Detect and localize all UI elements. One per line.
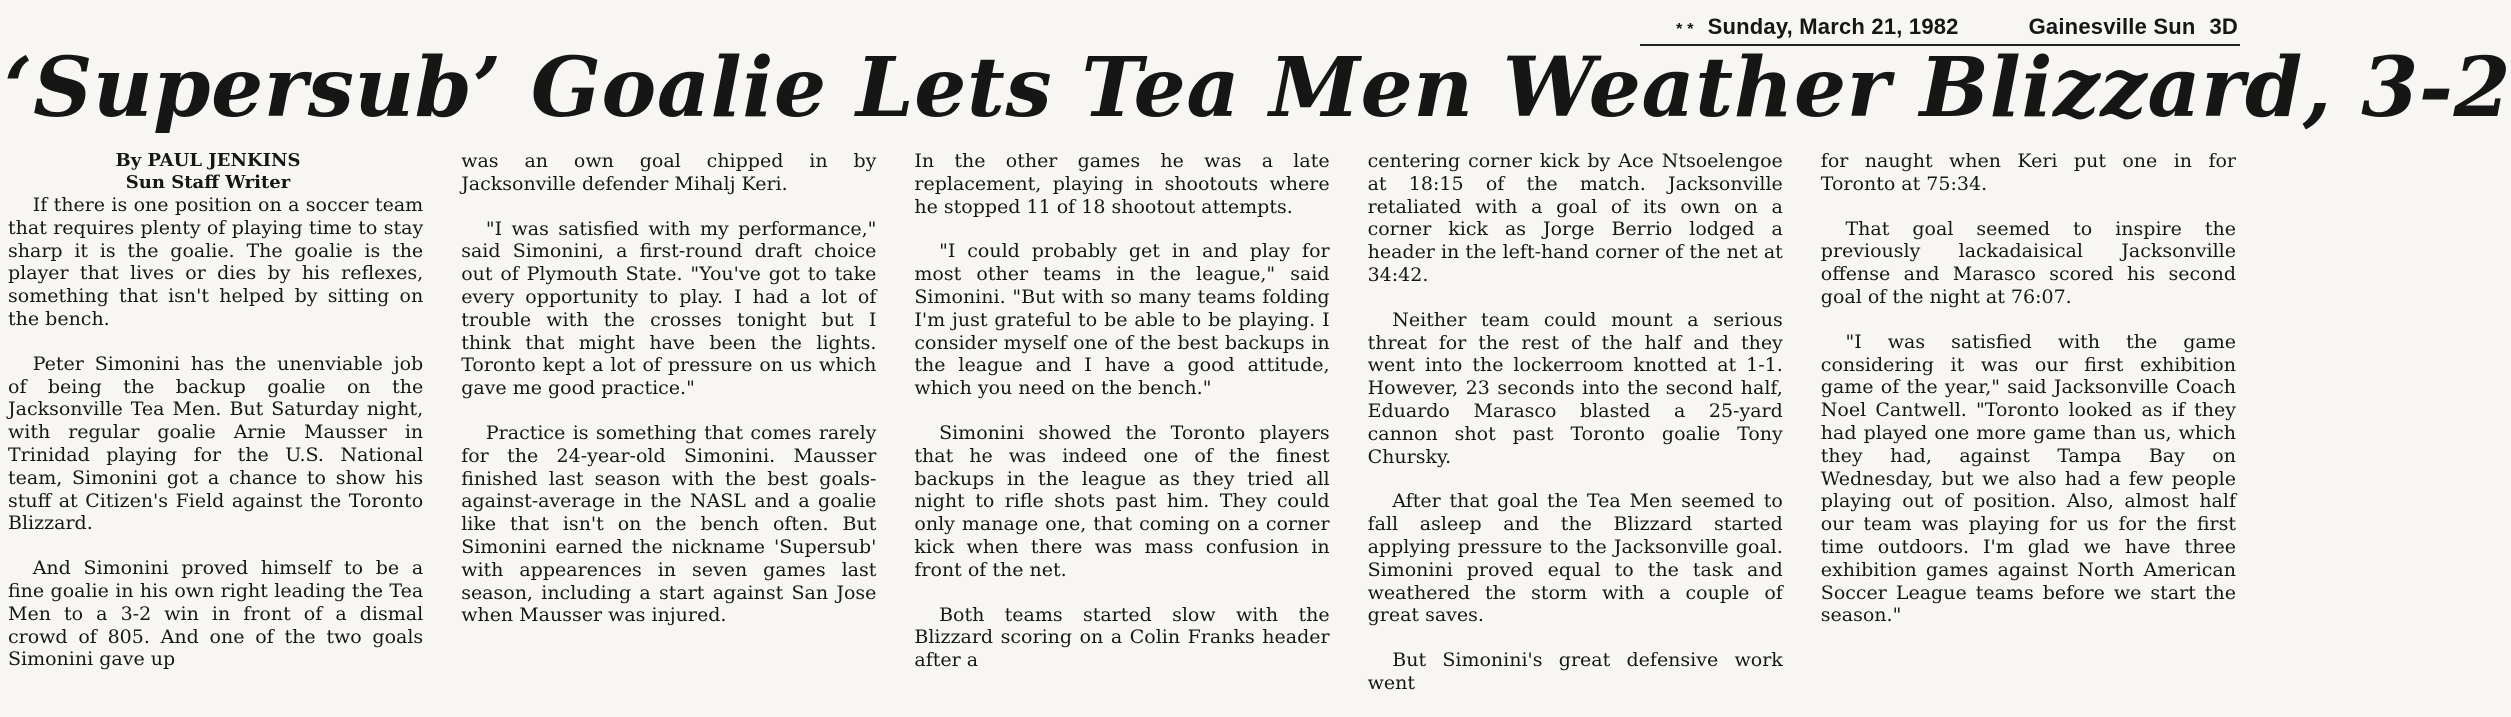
article-columns xyxy=(8,150,2236,694)
paragraph: "I could probably get in and play for most other teams in the league," said Simonini. "But with so many teams folding I'm just grateful to be able to be playing. I consider myself one of the best backups in the league and I have a good attitude, which you need on the bench." xyxy=(914,240,1330,400)
column-3 xyxy=(914,150,1329,717)
folio-page-number: 3D xyxy=(2209,14,2238,39)
paragraph: Practice is something that comes rarely for the 24-year-old Simonini. Mausser finished last season with the best goals-against-average in the NASL and a goalie like that isn't on the bench often. But Simonini earned the nickname 'Supersub' with appearences in seven games last season, including a start against San Jose when Mausser was injured. xyxy=(461,421,877,627)
paragraph: "I was satisfied with the game considering it was our first exhibition game of the year," said Jacksonville Coach Noel Cantwell. "Toronto looked as if they had played one more game than us, which they had, against Tampa Bay on Wednesday, but we also had a few people playing out of position. Also, almost half our team was playing for us for the first time outdoors. I'm glad we have three exhibition games against North American Soccer League teams before we start the season." xyxy=(1820,330,2236,627)
paragraph: was an own goal chipped in by Jacksonville defender Mihalj Keri. xyxy=(461,150,877,195)
paragraph: That goal seemed to inspire the previously lackadaisical Jacksonville offense and Marasco scored his second goal of the night at 76:07. xyxy=(1820,217,2236,308)
paragraph: Simonini showed the Toronto players that he was indeed one of the finest backups in the league as they tried all night to rifle shots past him. They could only manage one, that coming on a corner kick when there was mass confusion in front of the net. xyxy=(914,421,1330,581)
byline-author: By PAUL JENKINS xyxy=(115,150,301,171)
paragraph: If there is one position on a soccer team that requires plenty of playing time to stay sharp it is the goalie. The goalie is the player that lives or dies by his reflexes, something that isn't helped by sitting on the bench. xyxy=(8,194,424,330)
paragraph: Neither team could mount a serious threat for the rest of the half and they went into the lockerroom knotted at 1-1. However, 23 seconds into the second half, Eduardo Marasco blasted a 25-yard cannon shot past Toronto goalie Tony Chursky. xyxy=(1367,308,1783,468)
column-5 xyxy=(1821,150,2236,717)
column-2 xyxy=(461,150,876,717)
column-4 xyxy=(1368,150,1783,717)
folio-stars: * * xyxy=(1676,21,1694,38)
paragraph: Peter Simonini has the unenviable job of being the backup goalie on the Jacksonville Tea Men. But Saturday night, with regular goalie Arnie Mausser in Trinidad playing for the U.S. National team, Simonini got a chance to show his stuff at Citizen's Field against the Toronto Blizzard. xyxy=(8,352,424,535)
paragraph: But Simonini's great defensive work went xyxy=(1367,649,1783,694)
column-1 xyxy=(8,150,423,717)
paragraph: centering corner kick by Ace Ntsoelengoe at 18:15 of the match. Jacksonville retaliated with a goal of its own on a corner kick as Jorge Berrio lodged a header in the left-hand corner of the net at 34:42. xyxy=(1367,150,1783,286)
folio-date: Sunday, March 21, 1982 xyxy=(1707,14,1959,39)
paragraph: And Simonini proved himself to be a fine goalie in his own right leading the Tea Men to a 3-2 win in front of a dismal crowd of 805. And one of the two goals Simonini gave up xyxy=(8,557,424,671)
paragraph: "I was satisfied with my performance," said Simonini, a first-round draft choice out of Plymouth State. "You've got to take every opportunity to play. I had a lot of trouble with the crosses tonight but I think that might have been the lights. Toronto kept a lot of pressure on us which gave me good practice." xyxy=(461,217,877,400)
folio-paper-name: Gainesville Sun xyxy=(2028,14,2196,39)
paragraph: In the other games he was a late replacement, playing in shootouts where he stopped 11 of 18 shootout attempts. xyxy=(914,150,1330,218)
byline xyxy=(38,150,378,194)
headline: ‘Supersub’ Goalie Lets Tea Men Weather Blizzard, 3-2 xyxy=(4,40,2511,136)
paragraph: After that goal the Tea Men seemed to fall asleep and the Blizzard started applying pressure to the Jacksonville goal. Simonini proved equal to the task and weathered the storm with a couple of great saves. xyxy=(1367,490,1783,627)
byline-role: Sun Staff Writer xyxy=(125,172,291,193)
paragraph: Both teams started slow with the Blizzard scoring on a Colin Franks header after a xyxy=(914,603,1330,672)
paragraph: for naught when Keri put one in for Toronto at 75:34. xyxy=(1820,150,2236,195)
